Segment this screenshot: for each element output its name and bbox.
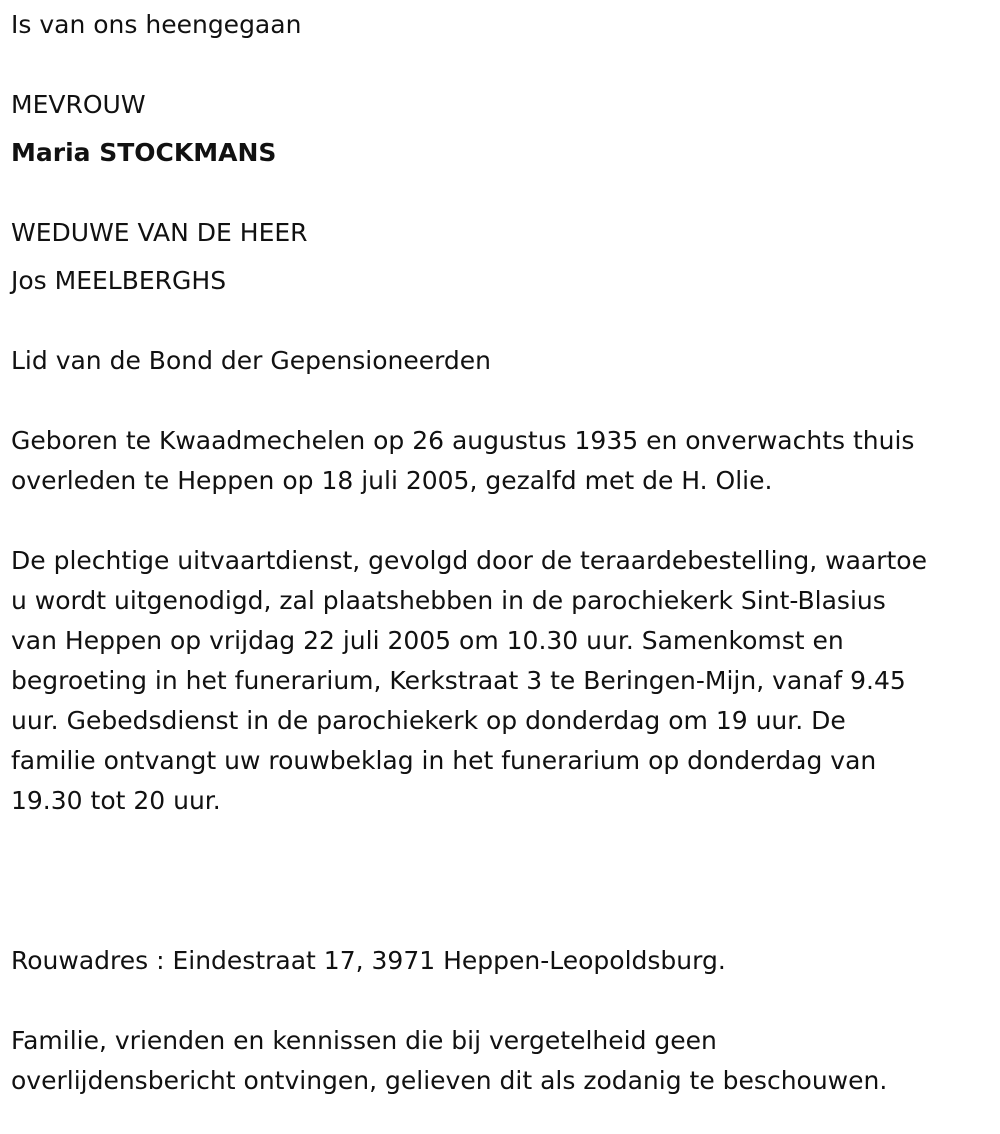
spacer xyxy=(11,861,991,901)
spacer xyxy=(11,901,991,941)
membership-text: Lid van de Bond der Gepensioneerden xyxy=(11,346,492,375)
funeral-line: 19.30 tot 20 uur. xyxy=(11,786,221,815)
funeral-line: uur. Gebedsdienst in de parochiekerk op donderdag om 19 uur. De xyxy=(11,706,846,735)
closing-line: overlijdensbericht ontvingen, gelieven dit als zodanig te beschouwen. xyxy=(11,1066,888,1095)
spouse-name: Jos MEELBERGHS xyxy=(11,266,227,295)
funeral-line: De plechtige uitvaartdienst, gevolgd door de teraardebestelling, waartoe xyxy=(11,546,927,575)
spacer xyxy=(11,45,991,85)
spacer xyxy=(11,981,991,1021)
intro-text: Is van ons heengegaan xyxy=(11,10,302,39)
funeral-paragraph xyxy=(11,541,991,821)
spacer xyxy=(11,381,991,421)
birth-death-paragraph xyxy=(11,421,991,501)
funeral-line: van Heppen op vrijdag 22 juli 2005 om 10.30 uur. Samenkomst en xyxy=(11,626,844,655)
spacer xyxy=(11,501,991,541)
title-text: MEVROUW xyxy=(11,90,146,119)
funeral-line: familie ontvangt uw rouwbeklag in het funerarium op donderdag van xyxy=(11,746,877,775)
closing-line: Familie, vrienden en kennissen die bij vergetelheid geen xyxy=(11,1026,717,1055)
closing-paragraph xyxy=(11,1021,991,1101)
death-notice xyxy=(11,5,991,1101)
birth-death-line: Geboren te Kwaadmechelen op 26 augustus 1935 en onverwachts thuis xyxy=(11,426,915,455)
funeral-line: u wordt uitgenodigd, zal plaatshebben in de parochiekerk Sint-Blasius xyxy=(11,586,886,615)
birth-death-line: overleden te Heppen op 18 juli 2005, gezalfd met de H. Olie. xyxy=(11,466,773,495)
spacer xyxy=(11,173,991,213)
spacer xyxy=(11,821,991,861)
funeral-line: begroeting in het funerarium, Kerkstraat 3 te Beringen-Mijn, vanaf 9.45 xyxy=(11,666,906,695)
deceased-name: Maria STOCKMANS xyxy=(11,138,277,167)
spacer xyxy=(11,301,991,341)
mourning-address: Rouwadres : Eindestraat 17, 3971 Heppen-Leopoldsburg. xyxy=(11,946,726,975)
widow-label: WEDUWE VAN DE HEER xyxy=(11,218,308,247)
